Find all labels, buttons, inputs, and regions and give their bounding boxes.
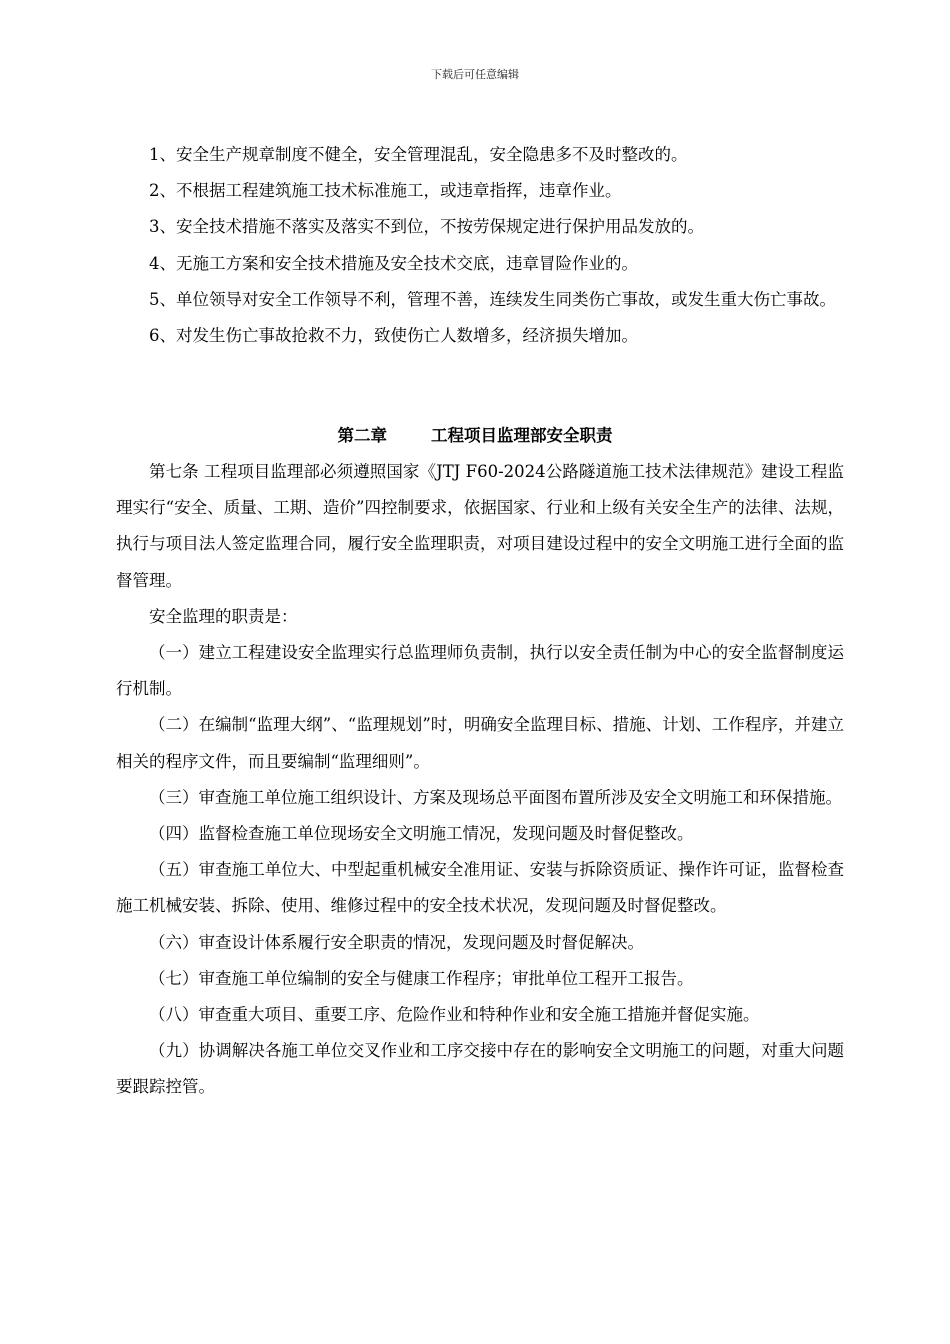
list-item: 4、无施工方案和安全技术措施及安全技术交底，违章冒险作业的。 (149, 253, 638, 273)
duty-item: （一）建立工程建设安全监理实行总监理师负责制，执行以安全责任制为中心的安全监督制度运行机制。 (116, 643, 844, 699)
duty-item: （四）监督检查施工单位现场安全文明施工情况，发现问题及时督促整改。 (149, 824, 694, 844)
list-item: 6、对发生伤亡事故抢救不力，致使伤亡人数增多，经济损失增加。 (149, 326, 638, 346)
list-item: 5、单位领导对安全工作领导不利，管理不善，连续发生同类伤亡事故，或发生重大伤亡事故。 (149, 289, 836, 309)
page-header-note: 下载后可任意编辑 (431, 68, 519, 81)
duty-item: （七）审查施工单位编制的安全与健康工作程序；审批单位工程开工报告。 (149, 968, 694, 988)
duty-item: （六）审查设计体系履行安全职责的情况，发现问题及时督促解决。 (149, 932, 644, 952)
chapter-body (116, 454, 844, 1106)
chapter-title: 工程项目监理部安全职责 (431, 426, 613, 445)
duty-item: （九）协调解决各施工单位交叉作业和工序交接中存在的影响安全文明施工的问题，对重大问题要跟踪控管。 (116, 1041, 844, 1097)
article-paragraph: 第七条 工程项目监理部必须遵照国家《JTJ F60-2024公路隧道施工技术法律规范》建设工程监理实行“安全、质量、工期、造价”四控制要求，依据国家、行业和上级有关安全生产的法律、法规，执行与项目法人签定监理合同，履行安全监理职责，对项目建设过程中的安全文明施工进行全面的监督管理。 (116, 462, 844, 590)
duties-intro: 安全监理的职责是： (149, 606, 298, 626)
duty-item: （二）在编制“监理大纲”、“监理规划”时，明确安全监理目标、措施、计划、工作程序，并建立相关的程序文件，而且要编制“监理细则”。 (116, 715, 844, 771)
chapter-heading (0, 418, 950, 454)
duty-item: （三）审查施工单位施工组织设计、方案及现场总平面图布置所涉及安全文明施工和环保措施。 (149, 787, 842, 807)
list-item: 1、安全生产规章制度不健全，安全管理混乱，安全隐患多不及时整改的。 (149, 145, 688, 164)
list-item: 3、安全技术措施不落实及落实不到位，不按劳保规定进行保护用品发放的。 (149, 217, 704, 237)
accident-conditions-list (116, 137, 844, 354)
chapter-number: 第二章 (337, 426, 387, 445)
list-item: 2、不根据工程建筑施工技术标准施工，或违章指挥，违章作业。 (149, 181, 622, 201)
duty-item: （八）审查重大项目、重要工序、危险作业和特种作业和安全施工措施并督促实施。 (149, 1005, 760, 1025)
duty-item: （五）审查施工单位大、中型起重机械安全准用证、安装与拆除资质证、操作许可证，监督检查施工机械安装、拆除、使用、维修过程中的安全技术状况，发现问题及时督促整改。 (116, 860, 844, 916)
